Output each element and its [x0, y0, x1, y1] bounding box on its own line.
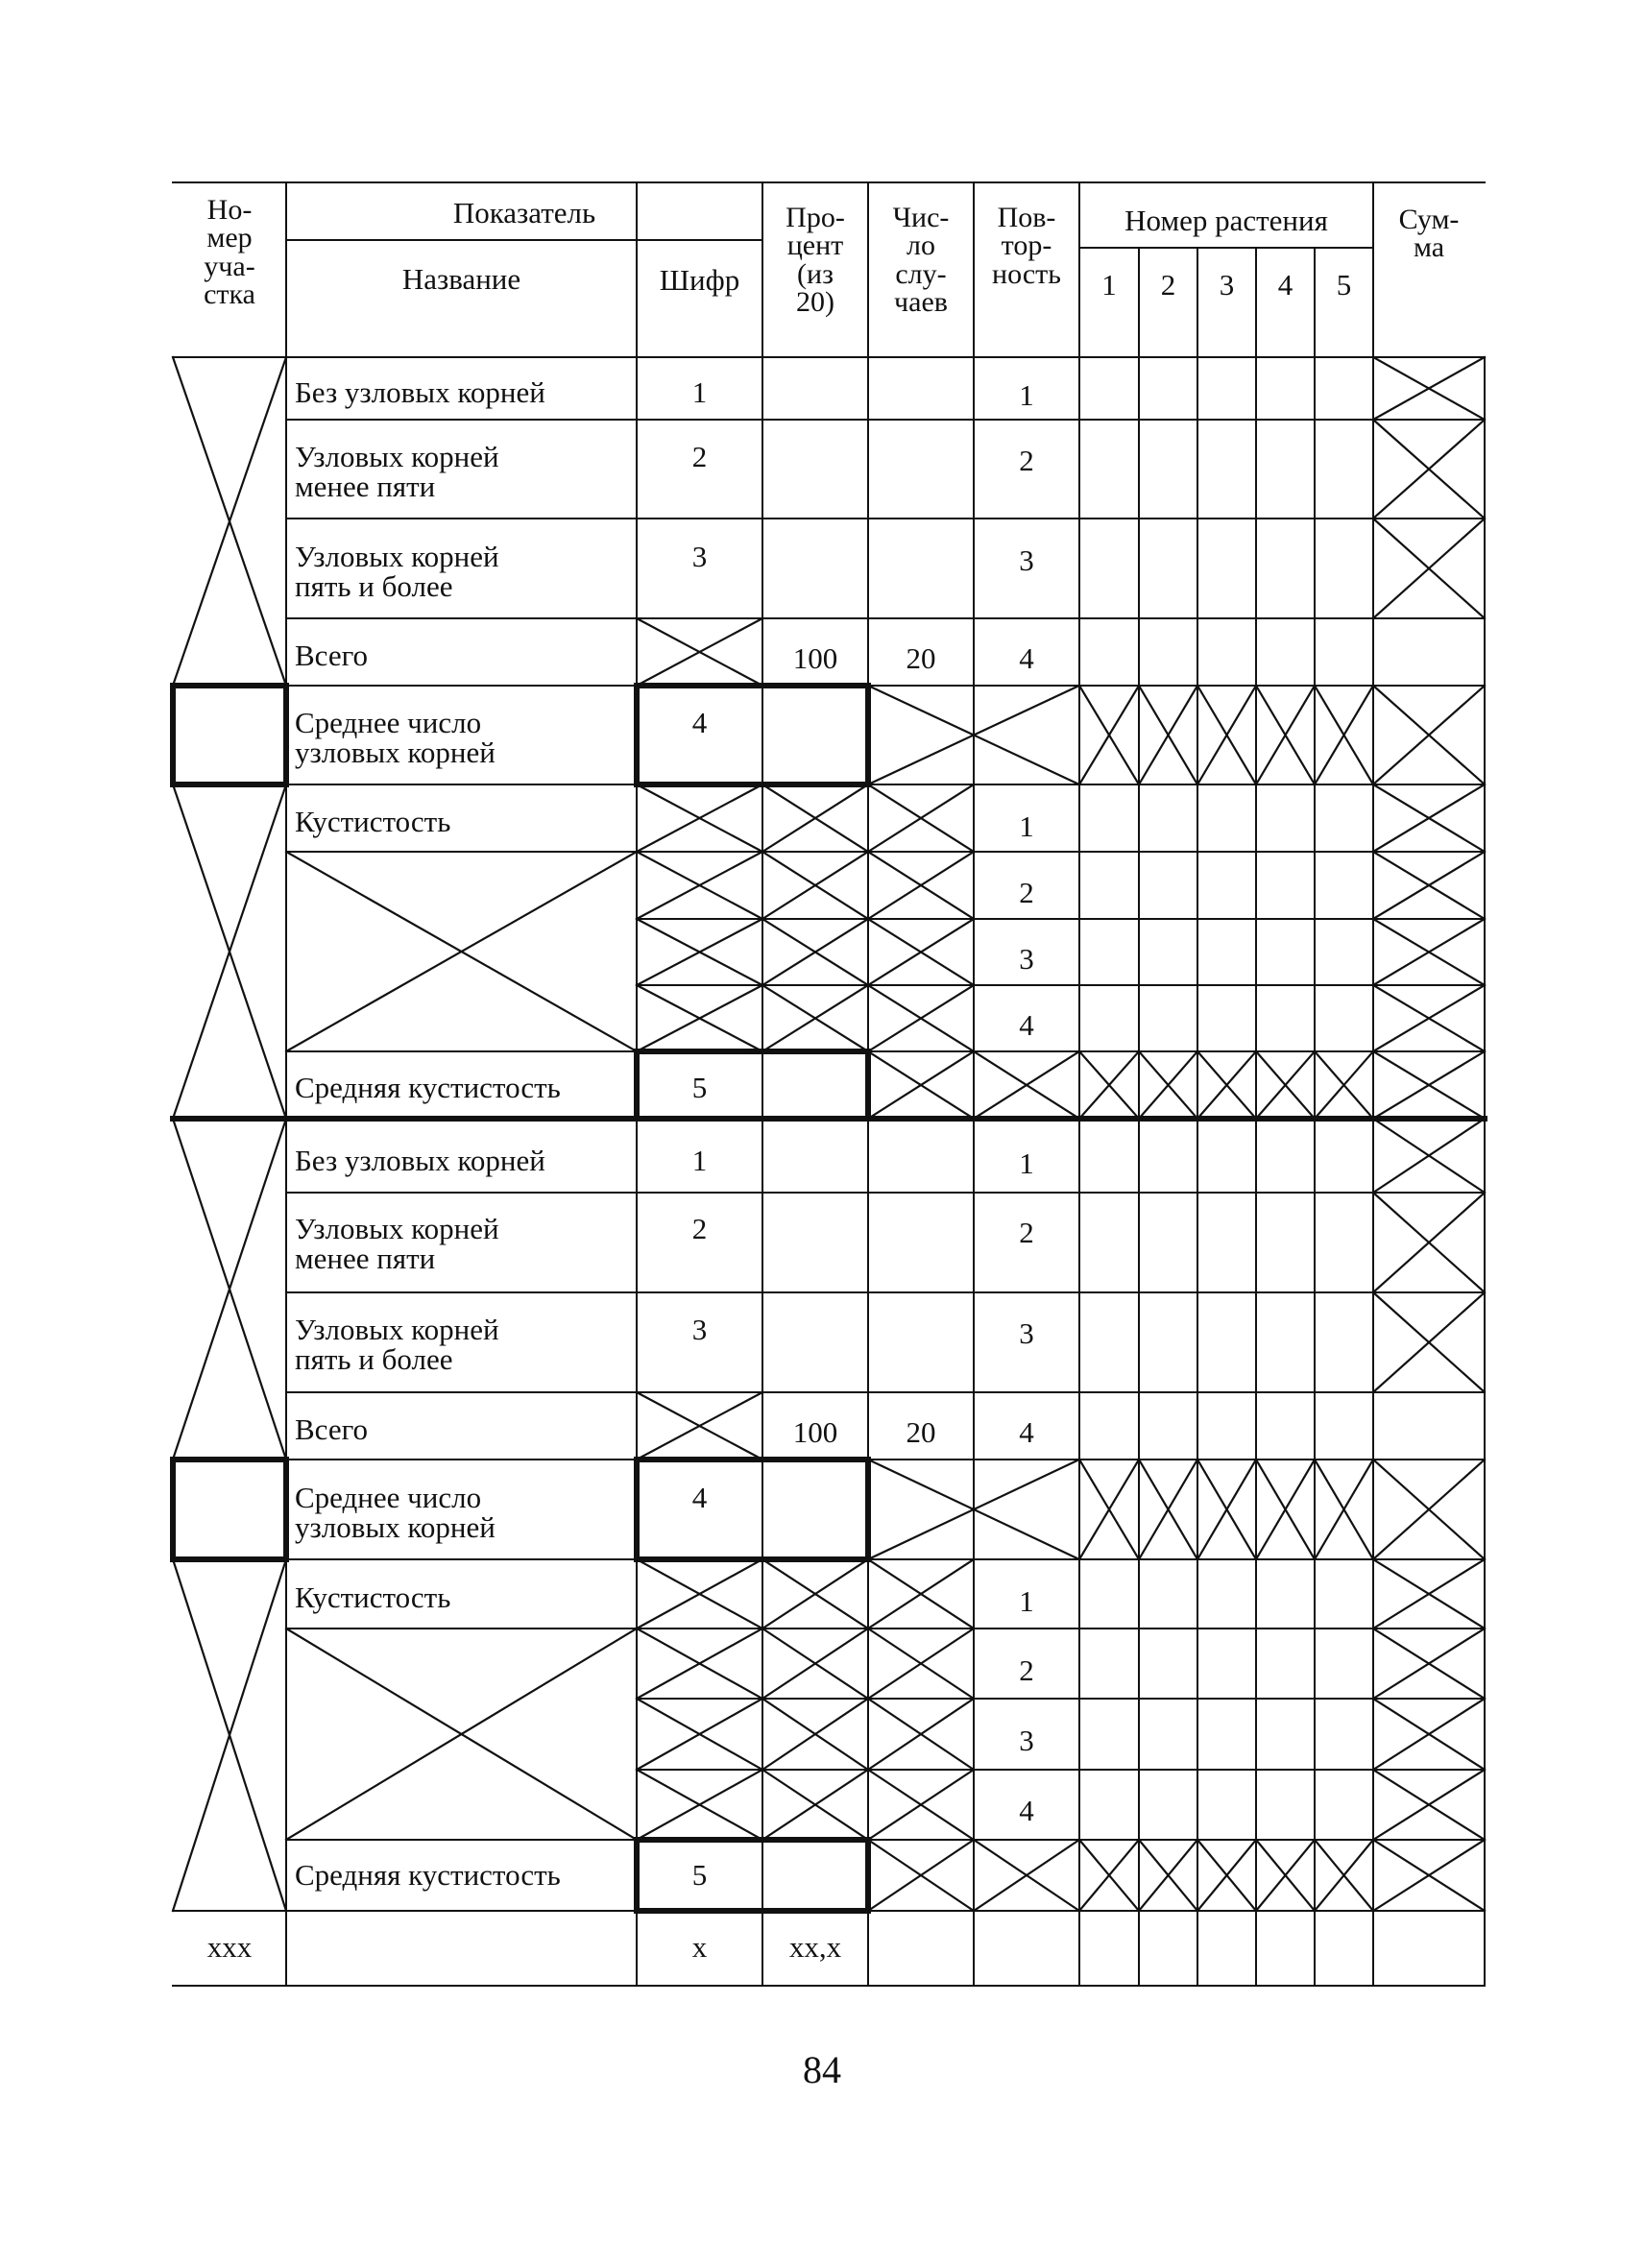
s1-row3-code: 3: [691, 540, 708, 573]
s2-total-name: Всего: [295, 1412, 369, 1446]
s2-total-percent: 100: [792, 1415, 838, 1449]
plant-col-2: 2: [1160, 268, 1176, 302]
s1-row3-name: Узловых корней пять и более: [295, 540, 499, 603]
header-code: Шифр: [659, 263, 740, 297]
s2-row1-code: 1: [691, 1144, 708, 1177]
s1-avg-bushiness-code: 5: [691, 1071, 708, 1104]
s1-avg-bushiness-name: Средняя кустистость: [295, 1071, 561, 1104]
s2-avg-roots-code: 4: [691, 1481, 708, 1514]
s2-row1-name: Без узловых корней: [295, 1144, 545, 1177]
footer-plot-placeholder: ххх: [206, 1930, 253, 1964]
header-plot-number: Но- мер уча- стка: [204, 194, 255, 311]
s2-total-count: 20: [906, 1415, 936, 1449]
s2-row3-code: 3: [691, 1313, 708, 1346]
s1-total-count: 20: [906, 641, 936, 675]
s2-bushiness-repeat-2: 2: [1019, 1653, 1034, 1687]
s1-row3-repeat: 3: [1019, 543, 1034, 577]
s2-row3-name: Узловых корней пять и более: [295, 1313, 499, 1376]
s1-bushiness-name: Кустистость: [295, 805, 451, 838]
s2-row2-code: 2: [691, 1212, 708, 1245]
plant-col-5: 5: [1336, 268, 1352, 302]
s2-avg-bushiness-name: Средняя кустистость: [295, 1858, 561, 1892]
header-sum: Сум- ма: [1398, 204, 1460, 264]
page-number: 84: [803, 2048, 841, 2091]
s2-bushiness-repeat-1: 1: [1019, 1584, 1034, 1618]
header-plant-number: Номер растения: [1124, 204, 1328, 237]
header-name: Название: [401, 262, 521, 296]
s1-avg-roots-name: Среднее число узловых корней: [295, 706, 496, 769]
footer-code-placeholder: х: [691, 1930, 708, 1964]
s1-total-percent: 100: [792, 641, 838, 675]
s2-row1-repeat: 1: [1019, 1146, 1034, 1180]
s1-total-name: Всего: [295, 639, 369, 672]
s1-bushiness-repeat-1: 1: [1019, 809, 1034, 843]
plant-col-1: 1: [1101, 268, 1117, 302]
header-percent: Про- цент (из 20): [786, 202, 845, 319]
s1-bushiness-repeat-4: 4: [1019, 1008, 1034, 1042]
s1-row2-code: 2: [691, 440, 708, 473]
s1-row1-code: 1: [691, 375, 708, 409]
s1-row2-repeat: 2: [1019, 444, 1034, 477]
s2-avg-roots-name: Среднее число узловых корней: [295, 1481, 496, 1544]
s1-avg-roots-code: 4: [691, 706, 708, 739]
s1-row1-name: Без узловых корней: [295, 375, 545, 409]
s2-bushiness-repeat-3: 3: [1019, 1724, 1034, 1757]
s2-row2-name: Узловых корней менее пяти: [295, 1212, 499, 1275]
header-case-count: Чис- ло слу- чаев: [892, 202, 950, 319]
s1-row2-name: Узловых корней менее пяти: [295, 440, 499, 503]
s2-bushiness-repeat-4: 4: [1019, 1794, 1034, 1827]
header-repeat: Пов- тор- ность: [992, 202, 1061, 290]
s2-avg-bushiness-code: 5: [691, 1858, 708, 1892]
s1-row1-repeat: 1: [1019, 378, 1034, 412]
header-indicator: Показатель: [452, 196, 596, 229]
s1-bushiness-repeat-3: 3: [1019, 942, 1034, 976]
plant-col-4: 4: [1277, 268, 1293, 302]
s2-row2-repeat: 2: [1019, 1216, 1034, 1249]
footer-percent-placeholder: хх,х: [788, 1930, 842, 1964]
plant-col-3: 3: [1219, 268, 1235, 302]
s2-total-repeat: 4: [1019, 1415, 1034, 1449]
s2-row3-repeat: 3: [1019, 1316, 1034, 1350]
s2-bushiness-name: Кустистость: [295, 1580, 451, 1614]
s1-total-repeat: 4: [1019, 641, 1034, 675]
s1-bushiness-repeat-2: 2: [1019, 876, 1034, 909]
